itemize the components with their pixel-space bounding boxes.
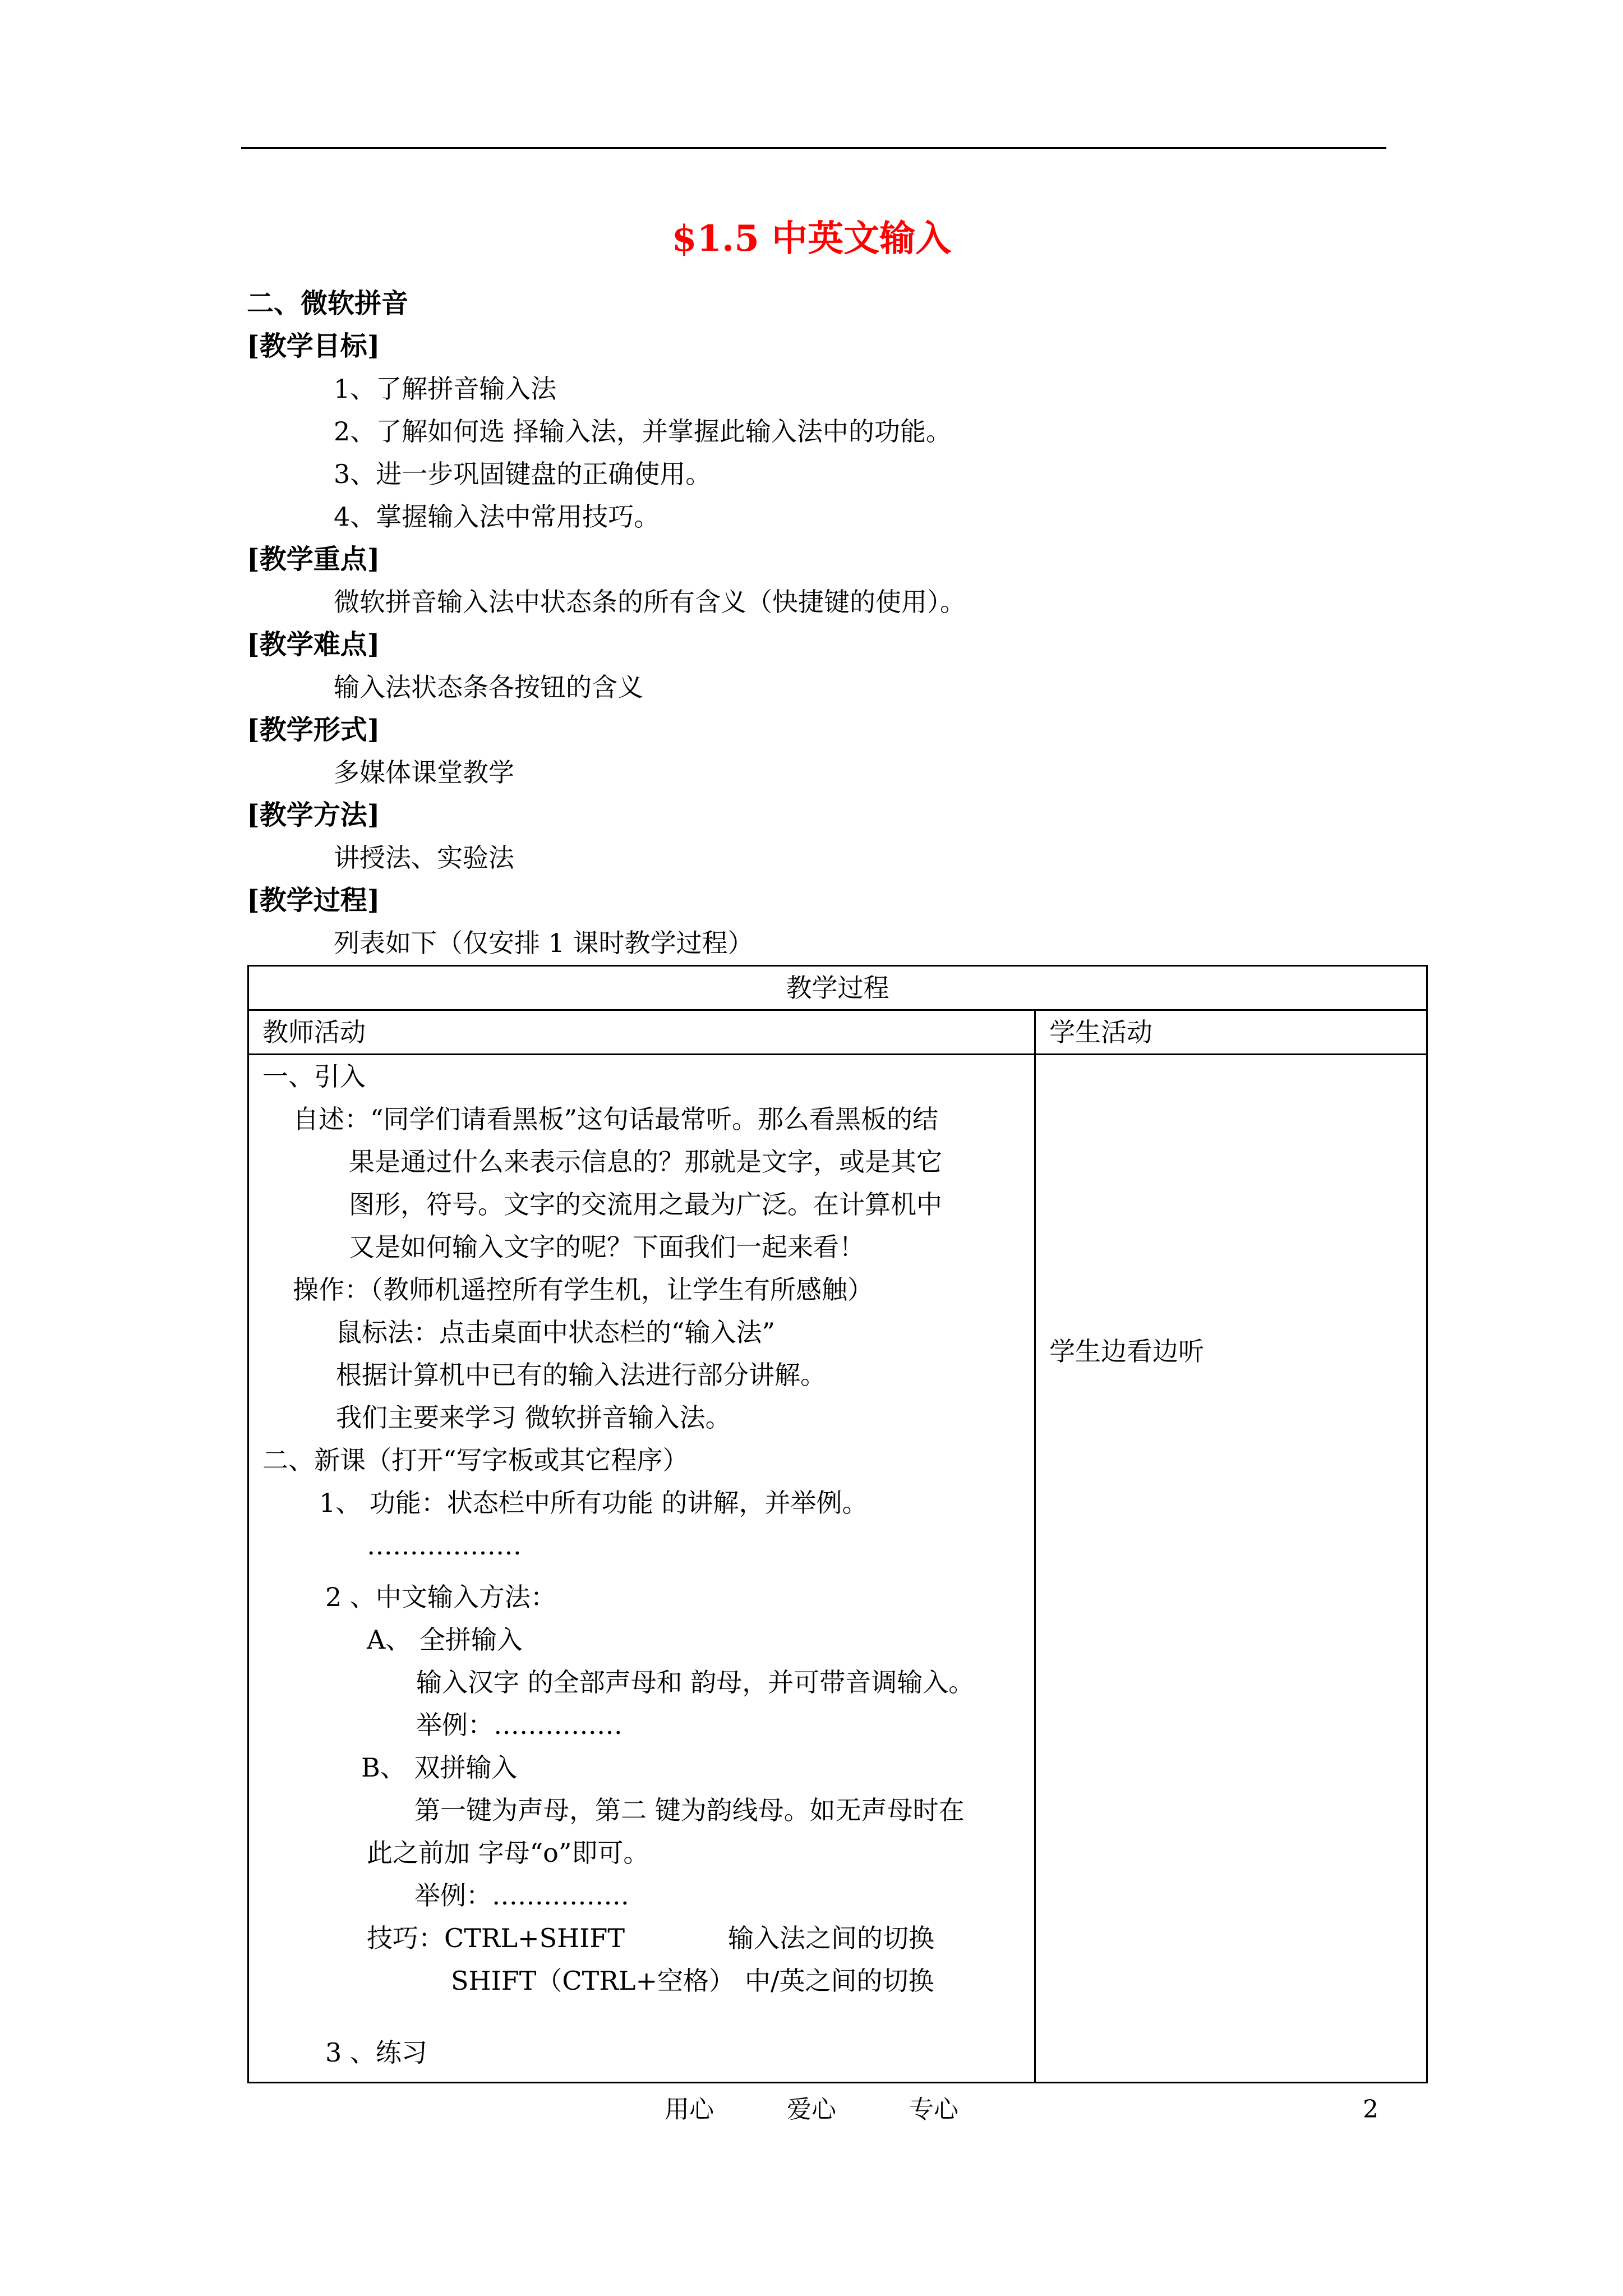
teacher-line: 根据计算机中已有的输入法进行部分讲解。 [336, 1360, 826, 1390]
teaching-process-table [247, 965, 1428, 2083]
objective-item: 4、掌握输入法中常用技巧。 [334, 501, 660, 532]
teacher-line: 1、 功能：状态栏中所有功能 的讲解，并举例。 [319, 1488, 868, 1518]
teacher-line: 此之前加 字母“o”即可。 [367, 1838, 649, 1868]
teacher-line: 图形，符号。文字的交流用之最为广泛。在计算机中 [349, 1189, 942, 1220]
teacher-line: SHIFT（CTRL+空格） [451, 1966, 735, 1996]
teacher-line: 二、新课（打开“写字板或其它程序） [262, 1445, 689, 1475]
objective-item: 1、了解拼音输入法 [334, 374, 557, 404]
teacher-line: 2 、中文输入方法： [325, 1582, 556, 1612]
teacher-line: 一、引入 [262, 1061, 366, 1092]
teacher-line: 举例：……………. [414, 1880, 629, 1911]
teacher-line: A、 全拼输入 [367, 1625, 523, 1655]
process-intro: 列表如下（仅安排 1 课时教学过程） [334, 928, 754, 958]
section-heading: 二、微软拼音 [247, 288, 409, 319]
method-heading: [教学方法] [247, 799, 380, 831]
student-activity-text: 学生边看边听 [1049, 1336, 1204, 1366]
motto-word: 爱心 [787, 2095, 836, 2124]
key-points-heading: [教学重点] [247, 544, 380, 575]
header-rule [241, 147, 1386, 149]
teacher-activity-cell [248, 1055, 1035, 2083]
key-points-text: 微软拼音输入法中状态条的所有含义（快捷键的使用）。 [334, 587, 966, 617]
form-heading: [教学形式] [247, 714, 380, 746]
teacher-line: 第一键为声母，第二 键为韵线母。如无声母时在 [414, 1795, 965, 1825]
student-activity-cell [1035, 1055, 1427, 2083]
teacher-line: 鼠标法：点击桌面中状态栏的“输入法” [336, 1317, 776, 1347]
motto-word: 专心 [909, 2095, 958, 2124]
form-text: 多媒体课堂教学 [334, 757, 514, 788]
teacher-line: 操作：（教师机遥控所有学生机，让学生有所感触） [293, 1274, 873, 1305]
objective-item: 2、了解如何选 择输入法，并掌握此输入法中的功能。 [334, 416, 952, 447]
teacher-line: 又是如何输入文字的呢？下面我们一起来看！ [349, 1232, 865, 1262]
page-title: $1.5 中英文输入 [671, 218, 952, 260]
difficulties-heading: [教学难点] [247, 629, 380, 660]
method-text: 讲授法、实验法 [334, 843, 514, 873]
page-number: 2 [1363, 2095, 1378, 2124]
footer-motto [0, 2090, 1623, 2129]
teacher-column-header: 教师活动 [248, 1010, 1035, 1055]
teacher-line: 举例：…………… [416, 1710, 623, 1740]
teacher-line: 输入法之间的切换 [728, 1923, 934, 1953]
teacher-line: 自述：“同学们请看黑板”这句话最常听。那么看黑板的结 [293, 1104, 939, 1134]
objectives-heading: [教学目标] [247, 330, 380, 362]
student-column-header: 学生活动 [1035, 1010, 1427, 1055]
motto-word: 用心 [665, 2095, 714, 2124]
teacher-line: 果是通过什么来表示信息的？那就是文字，或是其它 [349, 1147, 942, 1177]
process-heading: [教学过程] [247, 885, 380, 916]
teacher-line: 中/英之间的切换 [745, 1966, 934, 1996]
teacher-line: 输入汉字 的全部声母和 韵母，并可带音调输入。 [416, 1667, 975, 1697]
difficulties-text: 输入法状态条各按钮的含义 [334, 672, 643, 702]
objective-item: 3、进一步巩固键盘的正确使用。 [334, 459, 712, 489]
teacher-line: 我们主要来学习 微软拼音输入法。 [336, 1402, 731, 1433]
teacher-line: B、 双拼输入 [361, 1752, 518, 1783]
teacher-line: ……………… [367, 1530, 522, 1561]
teacher-line: 3 、练习 [325, 2037, 427, 2068]
table-title: 教学过程 [248, 966, 1427, 1010]
teacher-line: 技巧：CTRL+SHIFT [367, 1923, 625, 1953]
